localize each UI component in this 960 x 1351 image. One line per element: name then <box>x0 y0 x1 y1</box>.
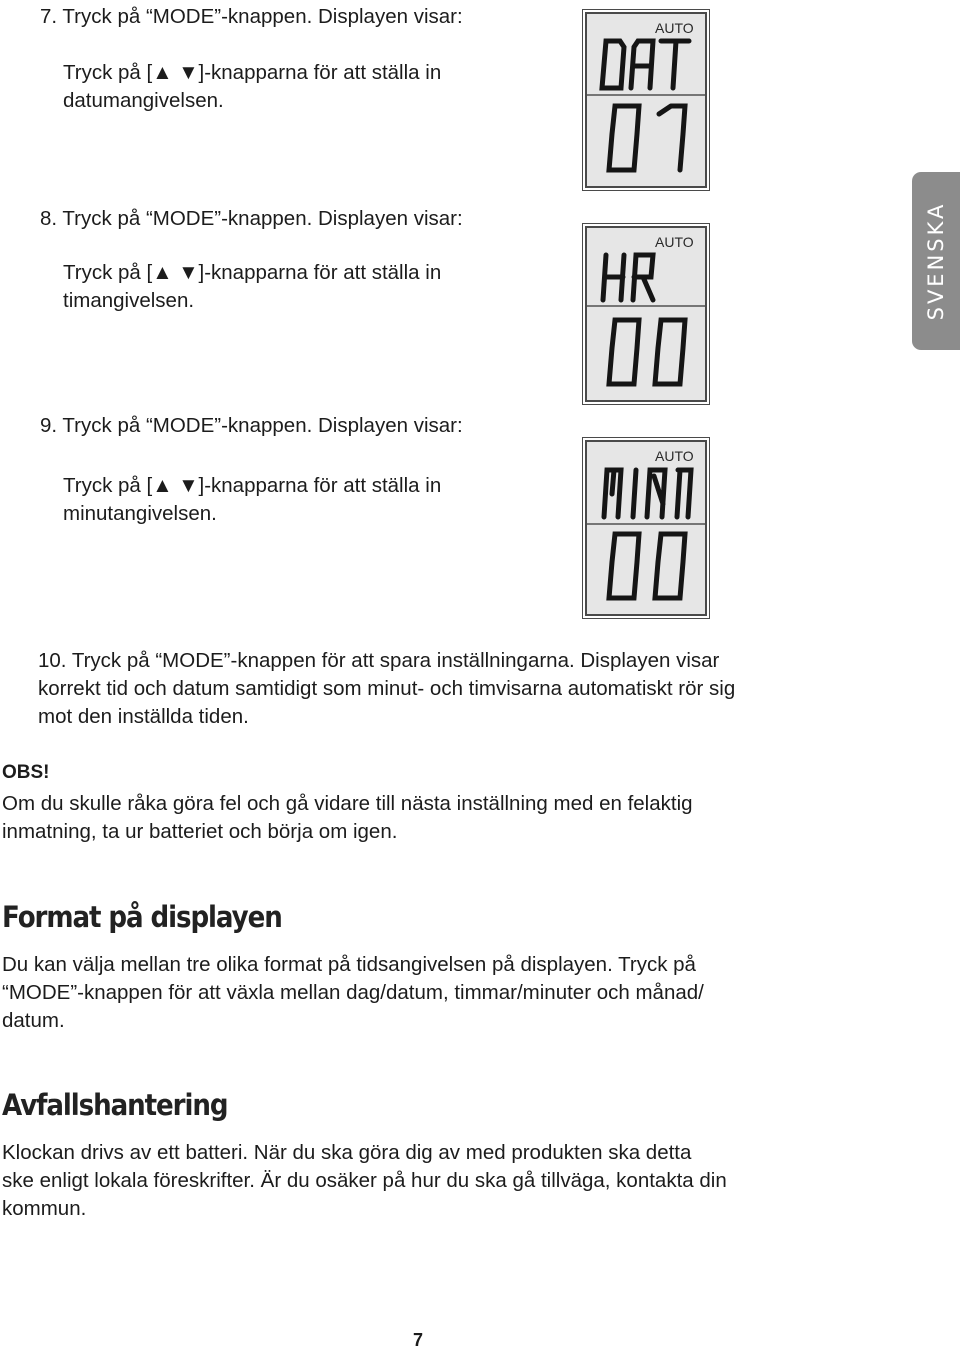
step-8-title: 8. Tryck på “MODE”-knappen. Displayen visar: <box>40 207 463 230</box>
format-line-2: “MODE”-knappen för att växla mellan dag/datum, timmar/minuter och månad/ <box>2 981 704 1004</box>
lcd-bottom-text-01 <box>609 106 685 170</box>
page-number: 7 <box>413 1330 424 1350</box>
note-line-1: Om du skulle råka göra fel och gå vidare till nästa inställning med en felaktig <box>2 792 693 815</box>
step-8-line-2: timangivelsen. <box>63 289 195 312</box>
step-7-title: 7. Tryck på “MODE”-knappen. Displayen visar: <box>40 5 463 28</box>
lcd-top-text-dat <box>602 41 689 88</box>
lcd-auto-label: AUTO <box>655 448 694 464</box>
disposal-line-2: ske enligt lokala föreskrifter. Är du osäker på hur du ska gå tillväga, kontakta din <box>2 1169 727 1192</box>
step-7-line-1: Tryck på [▲ ▼]-knapparna för att ställa in <box>63 61 442 84</box>
step-10-line-3: mot den inställda tiden. <box>38 705 249 728</box>
language-side-tab <box>912 172 960 350</box>
step-7-line-2: datumangivelsen. <box>63 89 224 112</box>
side-tab-label: SVENSKA <box>924 201 948 321</box>
note-line-2: inmatning, ta ur batteriet och börja om igen. <box>2 820 398 843</box>
lcd-display-minute <box>585 440 707 616</box>
step-9-line-1: Tryck på [▲ ▼]-knapparna för att ställa in <box>63 474 442 497</box>
format-line-3: datum. <box>2 1009 65 1032</box>
step-9-title: 9. Tryck på “MODE”-knappen. Displayen visar: <box>40 414 463 437</box>
step-10-line-2: korrekt tid och datum samtidigt som minut- och timvisarna automatiskt rör sig <box>38 677 736 700</box>
step-9-line-2: minutangivelsen. <box>63 502 217 525</box>
format-line-1: Du kan välja mellan tre olika format på tidsangivelsen på displayen. Tryck på <box>2 953 696 976</box>
note-label: OBS! <box>2 762 50 783</box>
disposal-heading: Avfallshantering <box>2 1088 228 1122</box>
lcd-top-text-hr <box>603 255 653 300</box>
step-10-line-1: 10. Tryck på “MODE”-knappen för att spara inställningarna. Displayen visar <box>38 649 720 672</box>
lcd-auto-label: AUTO <box>655 20 694 36</box>
lcd-auto-label: AUTO <box>655 234 694 250</box>
disposal-line-3: kommun. <box>2 1197 87 1220</box>
disposal-line-1: Klockan drivs av ett batteri. När du ska göra dig av med produkten ska detta <box>2 1141 692 1164</box>
lcd-display-hour <box>585 226 707 402</box>
lcd-display-date <box>585 12 707 188</box>
lcd-bottom-text-00 <box>609 534 685 598</box>
format-heading: Format på displayen <box>2 900 282 934</box>
step-8-line-1: Tryck på [▲ ▼]-knapparna för att ställa in <box>63 261 442 284</box>
lcd-bottom-text-00 <box>609 320 685 384</box>
lcd-top-text-min <box>604 470 691 517</box>
